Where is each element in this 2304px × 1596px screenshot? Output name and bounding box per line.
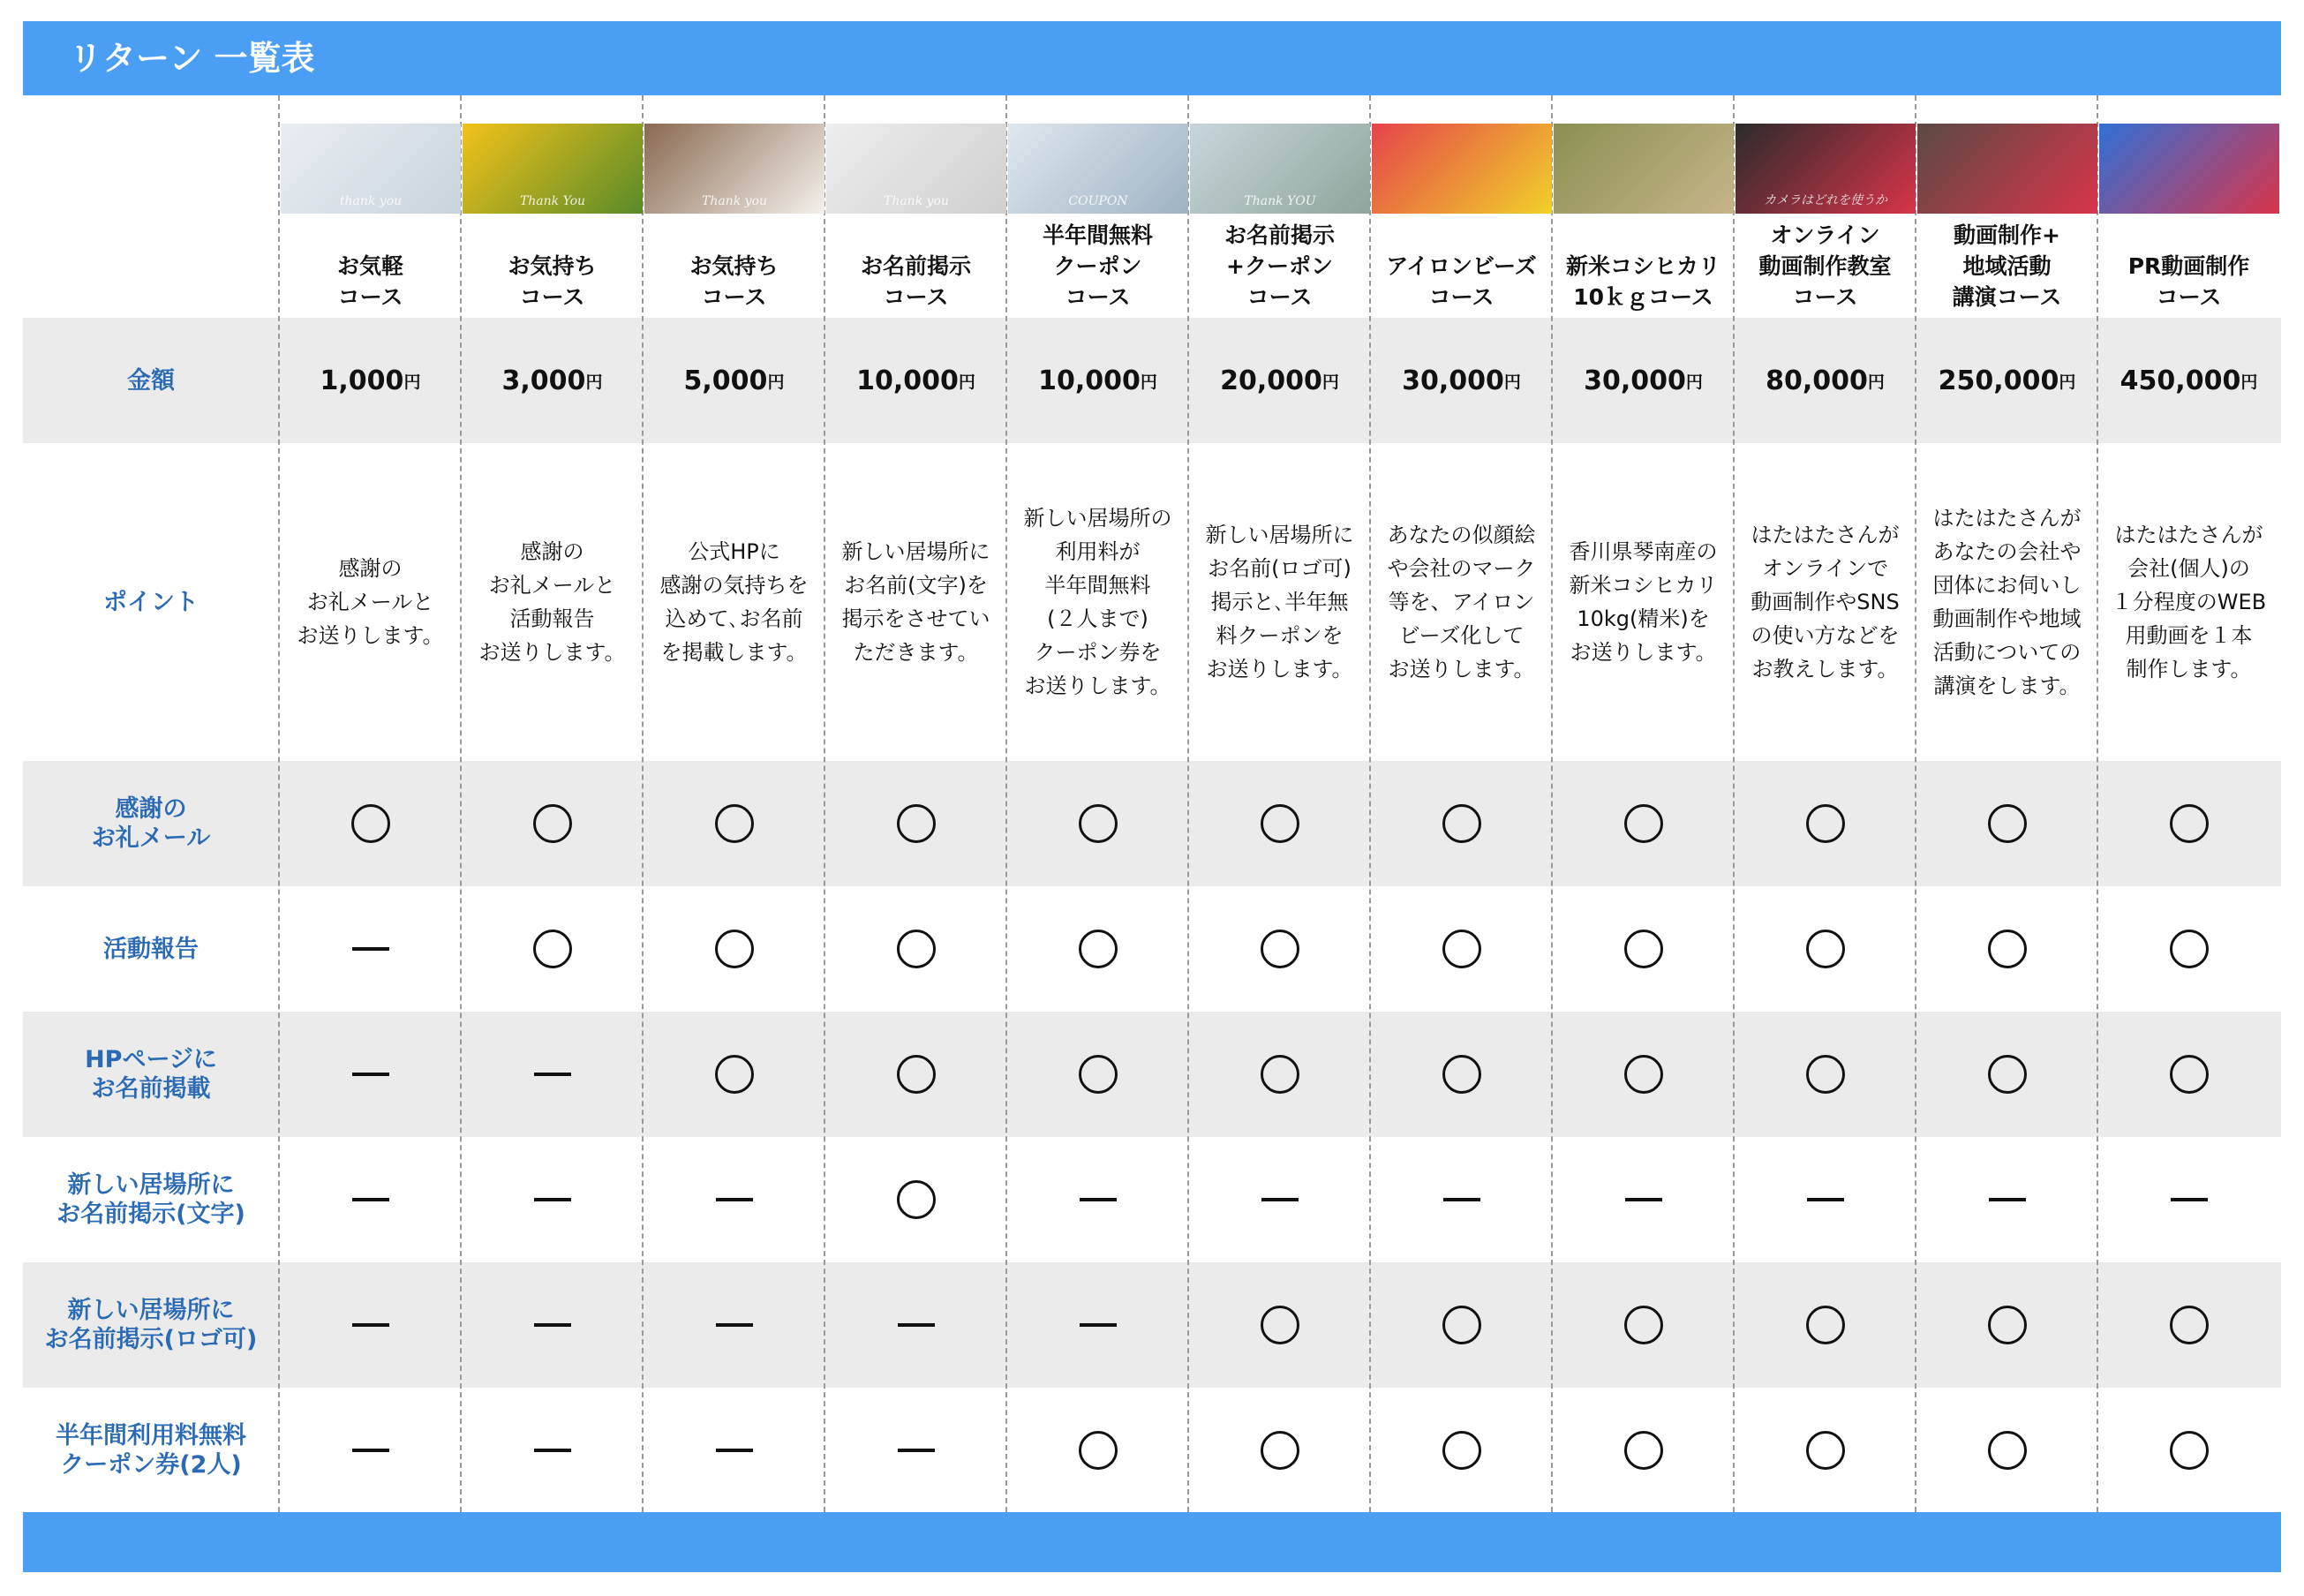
included-mark xyxy=(1988,1055,2027,1094)
feature-cell xyxy=(280,1137,461,1262)
course-name: 新米コシヒカリ 10ｋｇコース xyxy=(1565,253,1720,310)
course-point: 新しい居場所に お名前(文字)を 掲示をさせてい ただきます。 xyxy=(841,539,990,665)
course-price xyxy=(280,318,461,443)
course-point: 新しい居場所に お名前(ロゴ可) 掲示と､半年無 料クーポンを お送りします。 xyxy=(1205,523,1354,681)
feature-cell xyxy=(1553,1388,1734,1513)
row-label-feature: HPページに お名前掲載 xyxy=(85,1046,217,1103)
course-price xyxy=(1916,318,2097,443)
feature-cell xyxy=(1007,1137,1188,1262)
feature-cell xyxy=(1007,1262,1188,1388)
feature-cell xyxy=(1553,1012,1734,1137)
feature-cell xyxy=(462,761,643,886)
thumbnail-caption: Thank YOU xyxy=(1244,194,1316,208)
course-name: お気軽 コース xyxy=(336,253,403,310)
included-mark xyxy=(2170,1055,2209,1094)
price-value: 30,000 xyxy=(1584,365,1686,396)
course-point: 感謝の お礼メールと 活動報告 お送りします。 xyxy=(478,539,626,665)
feature-cell xyxy=(1007,761,1188,886)
feature-cell xyxy=(2098,886,2279,1012)
price-value: 450,000 xyxy=(2120,365,2241,396)
feature-cell xyxy=(1371,1137,1552,1262)
thumbnail-caption: Thank You xyxy=(519,194,586,208)
course-point: はたはたさんが オンラインで 動画制作やSNS の使い方などを お教えします。 xyxy=(1751,523,1900,681)
feature-cell xyxy=(644,1388,824,1513)
price-unit: 円 xyxy=(1140,372,1157,392)
included-mark xyxy=(1079,804,1118,843)
feature-cell xyxy=(1371,1012,1552,1137)
included-mark xyxy=(1806,1055,1845,1094)
not-included-mark xyxy=(716,1323,753,1327)
thumbnail-caption: Thank you xyxy=(701,194,767,208)
course-price xyxy=(1189,318,1370,443)
feature-cell xyxy=(462,1262,643,1388)
included-mark xyxy=(1442,930,1481,968)
row-label-feature: 活動報告 xyxy=(103,935,199,963)
course-point: あなたの似顔絵 や会社のマーク 等を、アイロン ビーズ化して お送りします。 xyxy=(1387,523,1536,681)
feature-cell xyxy=(2098,761,2279,886)
feature-cell xyxy=(644,761,824,886)
feature-cell xyxy=(1553,761,1734,886)
row-label-feature: 感謝の お礼メール xyxy=(91,795,211,852)
included-mark xyxy=(1624,1431,1663,1470)
not-included-mark xyxy=(898,1449,935,1452)
not-included-mark xyxy=(1807,1198,1844,1201)
feature-cell xyxy=(2098,1012,2279,1137)
course-thumbnail xyxy=(281,124,461,214)
included-mark xyxy=(1624,804,1663,843)
feature-cell xyxy=(1735,1012,1916,1137)
feature-cell xyxy=(1735,886,1916,1012)
course-point: 新しい居場所の 利用料が 半年間無料 (２人まで) クーポン券を お送りします。 xyxy=(1023,506,1172,698)
row-label-feature: 半年間利用料無料 クーポン券(2人) xyxy=(56,1422,246,1479)
thumbnail-caption: COUPON xyxy=(1068,194,1128,208)
included-mark xyxy=(1261,1306,1299,1344)
course-name: お気持ち コース xyxy=(508,253,597,310)
price-unit: 円 xyxy=(2059,372,2076,392)
feature-cell xyxy=(1916,1012,2097,1137)
price-unit: 円 xyxy=(1503,372,1521,392)
feature-cell xyxy=(280,1262,461,1388)
price-unit: 円 xyxy=(1321,372,1339,392)
feature-cell xyxy=(1735,1137,1916,1262)
price-value: 10,000 xyxy=(856,365,959,396)
feature-cell xyxy=(825,886,1006,1012)
feature-cell xyxy=(1007,1012,1188,1137)
price-value: 5,000 xyxy=(683,365,768,396)
included-mark xyxy=(1261,804,1299,843)
title-bar xyxy=(23,21,2281,95)
not-included-mark xyxy=(898,1323,935,1327)
price-unit: 円 xyxy=(2240,372,2258,392)
feature-cell xyxy=(280,761,461,886)
course-price xyxy=(462,318,643,443)
not-included-mark xyxy=(1080,1323,1117,1327)
not-included-mark xyxy=(352,1073,389,1076)
course-point: はたはたさんが 会社(個人)の １分程度のWEB 用動画を１本 制作します。 xyxy=(2111,523,2267,681)
feature-cell xyxy=(644,1012,824,1137)
included-mark xyxy=(897,1180,936,1219)
course-price xyxy=(825,318,1006,443)
course-thumbnail xyxy=(1736,124,1916,214)
course-name: PR動画制作 コース xyxy=(2127,253,2250,310)
thumbnail-caption: thank you xyxy=(339,194,403,208)
not-included-mark xyxy=(2171,1198,2208,1201)
price-value: 250,000 xyxy=(1938,365,2059,396)
price-value: 3,000 xyxy=(501,365,586,396)
feature-cell xyxy=(462,1137,643,1262)
included-mark xyxy=(2170,1431,2209,1470)
included-mark xyxy=(1079,1055,1118,1094)
row-label-feature: 新しい居場所に お名前掲示(文字) xyxy=(56,1171,245,1228)
included-mark xyxy=(1442,1306,1481,1344)
included-mark xyxy=(1261,1431,1299,1470)
included-mark xyxy=(533,804,572,843)
feature-cell xyxy=(1007,1388,1188,1513)
feature-cell xyxy=(825,1012,1006,1137)
footer-bar xyxy=(23,1512,2281,1572)
feature-cell xyxy=(1916,1137,2097,1262)
feature-cell xyxy=(1553,1137,1734,1262)
not-included-mark xyxy=(716,1449,753,1452)
not-included-mark xyxy=(1080,1198,1117,1201)
included-mark xyxy=(1806,1431,1845,1470)
included-mark xyxy=(351,804,390,843)
included-mark xyxy=(1806,1306,1845,1344)
feature-cell xyxy=(1553,886,1734,1012)
feature-cell xyxy=(644,1137,824,1262)
feature-cell xyxy=(1916,886,2097,1012)
price-unit: 円 xyxy=(1685,372,1703,392)
feature-cell xyxy=(462,1388,643,1513)
course-price xyxy=(1007,318,1188,443)
feature-cell xyxy=(1371,761,1552,886)
included-mark xyxy=(897,930,936,968)
not-included-mark xyxy=(534,1073,571,1076)
not-included-mark xyxy=(716,1198,753,1201)
course-price xyxy=(1735,318,1916,443)
included-mark xyxy=(2170,804,2209,843)
price-unit: 円 xyxy=(1867,372,1885,392)
course-point: はたはたさんが あなたの会社や 団体にお伺いし 動画制作や地域 活動についての 講演をします。 xyxy=(1932,506,2082,698)
included-mark xyxy=(1624,930,1663,968)
feature-cell xyxy=(825,761,1006,886)
course-name: 半年間無料 クーポン コース xyxy=(1042,222,1153,310)
feature-cell xyxy=(280,1388,461,1513)
included-mark xyxy=(1261,1055,1299,1094)
feature-cell xyxy=(2098,1262,2279,1388)
course-name: お名前掲示 +クーポン コース xyxy=(1224,222,1335,310)
not-included-mark xyxy=(1261,1198,1299,1201)
feature-cell xyxy=(1189,1388,1370,1513)
price-unit: 円 xyxy=(767,372,785,392)
feature-cell xyxy=(1189,1262,1370,1388)
course-point: 香川県琴南産の 新米コシヒカリ 10kg(精米)を お送りします。 xyxy=(1569,539,1718,665)
course-thumbnail xyxy=(1008,124,1188,214)
included-mark xyxy=(1988,804,2027,843)
feature-cell xyxy=(280,886,461,1012)
included-mark xyxy=(1079,930,1118,968)
feature-cell xyxy=(2098,1388,2279,1513)
not-included-mark xyxy=(352,1449,389,1452)
feature-cell xyxy=(1553,1262,1734,1388)
feature-cell xyxy=(1189,761,1370,886)
not-included-mark xyxy=(534,1323,571,1327)
not-included-mark xyxy=(352,1323,389,1327)
not-included-mark xyxy=(534,1449,571,1452)
thumbnail-caption: カメラはどれを使うか xyxy=(1764,193,1887,207)
course-thumbnail xyxy=(1917,124,2097,214)
included-mark xyxy=(1261,930,1299,968)
row-label-point: ポイント xyxy=(103,588,199,616)
feature-cell xyxy=(1007,886,1188,1012)
included-mark xyxy=(1988,1431,2027,1470)
feature-cell xyxy=(1916,761,2097,886)
not-included-mark xyxy=(534,1198,571,1201)
course-price xyxy=(1553,318,1734,443)
feature-cell xyxy=(1916,1262,2097,1388)
included-mark xyxy=(2170,930,2209,968)
feature-cell xyxy=(1371,886,1552,1012)
feature-cell xyxy=(462,1012,643,1137)
feature-cell xyxy=(1371,1388,1552,1513)
included-mark xyxy=(1442,1431,1481,1470)
feature-cell xyxy=(1735,1262,1916,1388)
course-name: オンライン 動画制作教室 コース xyxy=(1758,222,1892,310)
price-unit: 円 xyxy=(403,372,421,392)
price-unit: 円 xyxy=(585,372,603,392)
feature-cell xyxy=(825,1262,1006,1388)
included-mark xyxy=(1442,1055,1481,1094)
course-thumbnail xyxy=(1372,124,1552,214)
price-value: 20,000 xyxy=(1220,365,1322,396)
not-included-mark xyxy=(352,1198,389,1201)
feature-cell xyxy=(644,1262,824,1388)
included-mark xyxy=(533,930,572,968)
price-value: 80,000 xyxy=(1766,365,1868,396)
feature-cell xyxy=(1735,761,1916,886)
included-mark xyxy=(1988,1306,2027,1344)
course-name: 動画制作+ 地域活動 講演コース xyxy=(1952,222,2062,310)
course-thumbnail xyxy=(1190,124,1370,214)
course-thumbnail xyxy=(1554,124,1734,214)
feature-cell xyxy=(825,1137,1006,1262)
course-price xyxy=(1371,318,1552,443)
course-thumbnail xyxy=(2099,124,2279,214)
included-mark xyxy=(715,804,754,843)
included-mark xyxy=(1806,804,1845,843)
included-mark xyxy=(1442,804,1481,843)
feature-cell xyxy=(462,886,643,1012)
course-point: 感謝の お礼メールと お送りします。 xyxy=(297,556,444,648)
course-thumbnail xyxy=(463,124,643,214)
course-thumbnail xyxy=(644,124,824,214)
price-value: 1,000 xyxy=(320,365,404,396)
feature-cell xyxy=(825,1388,1006,1513)
course-name: お名前掲示 コース xyxy=(860,253,971,310)
feature-cell xyxy=(1916,1388,2097,1513)
price-value: 10,000 xyxy=(1038,365,1141,396)
included-mark xyxy=(1988,930,2027,968)
row-label-price: 金額 xyxy=(127,366,175,395)
page-title: リターン 一覧表 xyxy=(69,39,315,78)
feature-cell xyxy=(1371,1262,1552,1388)
included-mark xyxy=(2170,1306,2209,1344)
course-name: アイロンビーズ コース xyxy=(1386,253,1537,310)
included-mark xyxy=(715,1055,754,1094)
course-price xyxy=(2098,318,2279,443)
price-value: 30,000 xyxy=(1402,365,1504,396)
not-included-mark xyxy=(352,947,389,951)
included-mark xyxy=(897,804,936,843)
thumbnail-caption: Thank you xyxy=(883,194,949,208)
feature-cell xyxy=(1189,1012,1370,1137)
not-included-mark xyxy=(1443,1198,1480,1201)
included-mark xyxy=(1624,1055,1663,1094)
not-included-mark xyxy=(1989,1198,2026,1201)
course-price xyxy=(644,318,824,443)
included-mark xyxy=(1079,1431,1118,1470)
included-mark xyxy=(715,930,754,968)
price-unit: 円 xyxy=(958,372,975,392)
row-label-feature: 新しい居場所に お名前掲示(ロゴ可) xyxy=(44,1297,258,1353)
feature-cell xyxy=(280,1012,461,1137)
course-thumbnail xyxy=(826,124,1006,214)
feature-cell xyxy=(1189,1137,1370,1262)
feature-cell xyxy=(2098,1137,2279,1262)
feature-cell xyxy=(1189,886,1370,1012)
not-included-mark xyxy=(1625,1198,1662,1201)
course-point: 公式HPに 感謝の気持ちを 込めて､お名前 を掲載します。 xyxy=(659,539,809,665)
feature-cell xyxy=(1735,1388,1916,1513)
included-mark xyxy=(1624,1306,1663,1344)
course-name: お気持ち コース xyxy=(689,253,779,310)
included-mark xyxy=(1806,930,1845,968)
included-mark xyxy=(897,1055,936,1094)
feature-cell xyxy=(644,886,824,1012)
